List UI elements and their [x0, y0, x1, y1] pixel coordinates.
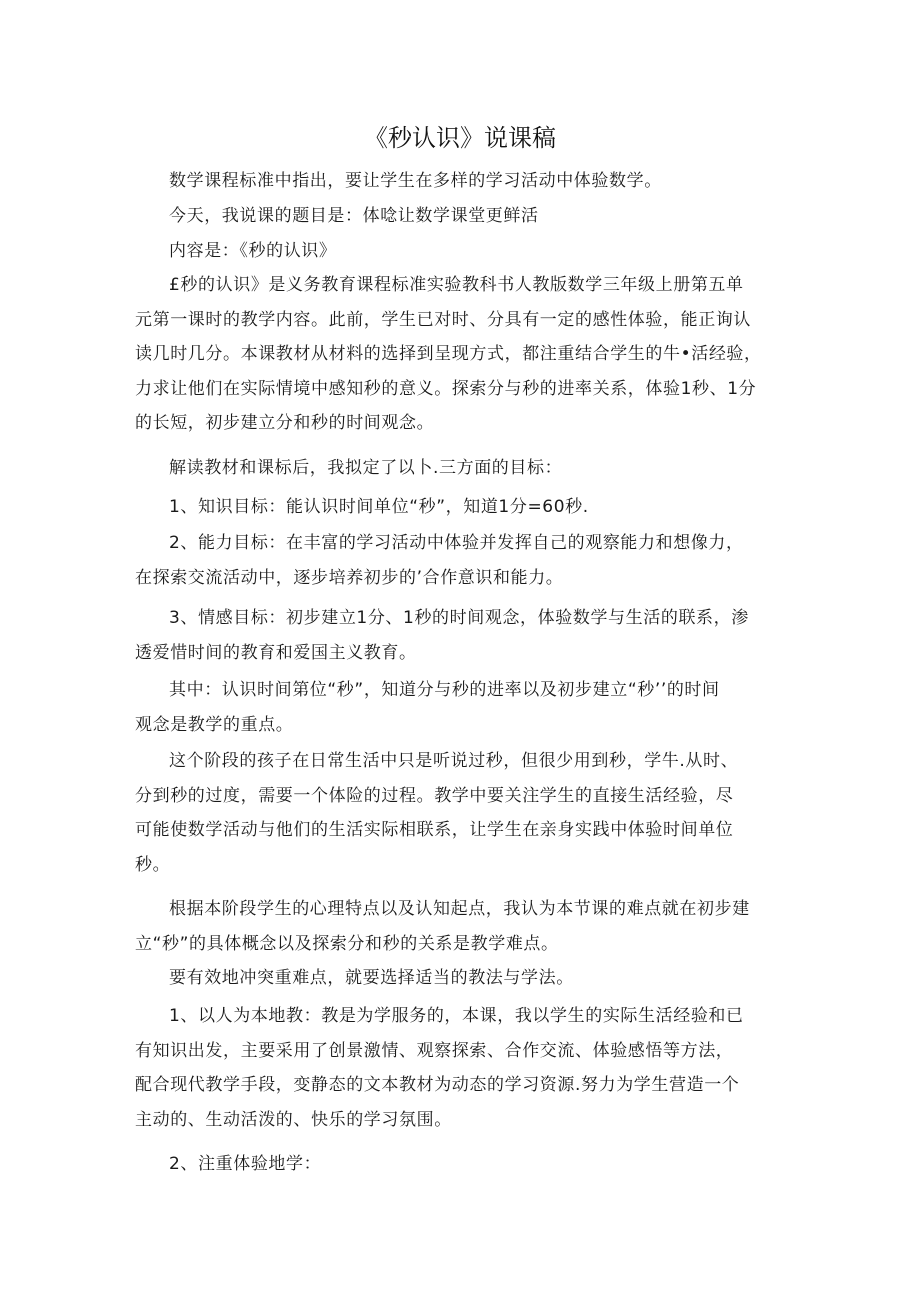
paragraph-line: 元第一课时的教学内容。此前，学生已对时、分具有一定的感性体验，能正询认: [135, 309, 751, 330]
paragraph-line: 主动的、生动活泼的、快乐的学习氛围。: [135, 1109, 452, 1130]
paragraph-line: 2、注重体验地学：: [169, 1154, 322, 1174]
paragraph-line: 解读教材和课标后，我拟定了以卜.三方面的目标：: [169, 458, 563, 478]
paragraph-line: 可能使数学活动与他们的生活实际相联系，让学生在亲身实践中体验时间单位: [135, 820, 734, 840]
paragraph-line: 这个阶段的孩子在日常生活中只是听说过秒，但很少用到秒，学牛.从时、: [169, 751, 739, 771]
paragraph-3: [135, 234, 795, 269]
paragraph-13: [135, 999, 795, 1137]
paragraph-line: £秒的认识》是义务教育课程标准实验教科书人教版数学三年级上册第五单: [169, 275, 744, 295]
paragraph-8: [135, 601, 795, 670]
paragraph-10: [135, 744, 795, 882]
paragraph-line: 根据本阶段学生的心理特点以及认知起点，我认为本节课的难点就在初步建: [169, 899, 750, 919]
paragraph-9: [135, 673, 795, 742]
paragraph-line: 3、情感目标：初步建立1分、1秒的时间观念，体验数学与生活的联系，渗: [169, 608, 749, 628]
paragraph-line: 1、知识目标：能认识时间单位“秒”，知道1分=60秒.: [169, 497, 589, 517]
paragraph-1: [135, 164, 795, 199]
paragraph-line: 其中：认识时间第位“秒”，知道分与秒的进率以及初步建立“秒’’的时间: [169, 680, 720, 700]
paragraph-line: 立“秒”的具体概念以及探索分和秒的关系是教学难点。: [135, 933, 559, 954]
paragraph-line: 的长短，初步建立分和秒的时间观念。: [135, 413, 435, 433]
paragraph-11: [135, 892, 795, 961]
paragraph-4: [135, 268, 795, 441]
paragraph-line: 有知识出发，主要采用了创景激情、观察探索、合作交流、体验感悟等方法，: [135, 1040, 734, 1061]
paragraph-7: [135, 526, 795, 595]
paragraph-line: 力求让他们在实际情境中感知秒的意义。探索分与秒的进率关系，体验1秒、1分: [135, 378, 757, 399]
paragraph-6: [135, 490, 795, 525]
paragraph-line: 配合现代教学手段，变静态的文本教材为动态的学习资源.努力为学生营造一个: [135, 1075, 740, 1095]
paragraph-line: 数学课程标准中指出，要让学生在多样的学习活动中体验数学。: [169, 171, 662, 191]
paragraph-12: [135, 961, 795, 996]
paragraph-line: 秒。: [135, 854, 171, 875]
paragraph-line: 今天，我说课的题目是：体唸让数学课堂更鲜活: [169, 206, 539, 226]
paragraph-5: [135, 451, 795, 486]
paragraph-14: [135, 1147, 795, 1182]
paragraph-line: 在探索交流活动中，逐步培养初步的’合作意识和能力。: [135, 567, 564, 588]
document-title: 《秒认识》说课稿: [364, 124, 556, 152]
paragraph-line: 透爱惜时间的教育和爱国主义教育。: [135, 642, 417, 663]
paragraph-line: 2、能力目标：在丰富的学习活动中体验并发挥自己的观察能力和想像力，: [169, 533, 744, 553]
paragraph-line: 读几时几分。本课教材从材料的选择到呈现方式，都注重结合学生的牛•活经验，: [135, 344, 762, 364]
paragraph-line: 内容是：《秒的认识》: [169, 241, 337, 261]
paragraph-line: 观念是教学的重点。: [135, 714, 294, 735]
paragraph-2: [135, 199, 795, 234]
paragraph-line: 分到秒的过度，需要一个体险的过程。教学中要关注学生的直接生活经验，尽: [135, 785, 734, 806]
paragraph-line: 要有效地冲突重难点，就要选择适当的教法与学法。: [169, 968, 574, 988]
paragraph-line: 1、以人为本地教：教是为学服务的，本课，我以学生的实际生活经验和已: [169, 1006, 744, 1026]
